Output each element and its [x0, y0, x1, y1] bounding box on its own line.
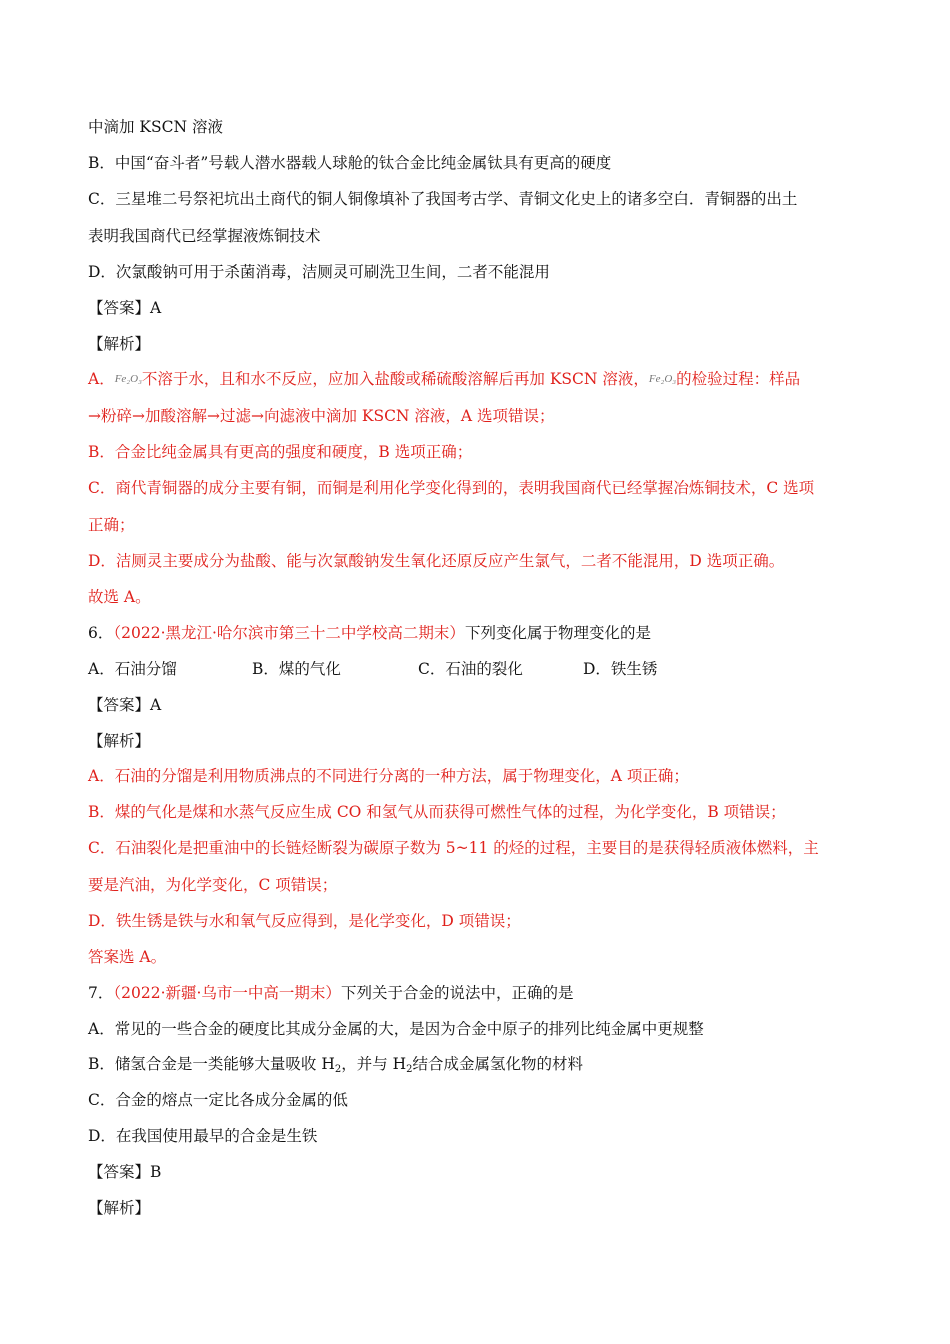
fe2o3-formula: Fe₂O₃ [648, 373, 677, 385]
explain-a-post: 的检验过程：样品 [676, 370, 801, 388]
q7-option-d: D．在我国使用最早的合金是生铁 [88, 1127, 318, 1145]
q7-source: （2022·新疆·乌市一中高一期末） [113, 984, 341, 1002]
q6-option-c: C．石油的裂化 [418, 660, 523, 678]
q6-source: （2022·黑龙江·哈尔滨市第三十二中学校高二期末） [113, 624, 465, 642]
q7-number: 7． [88, 984, 114, 1002]
explain-a-prefix: A． [88, 370, 115, 388]
q7-stem: 下列关于合金的说法中，正确的是 [340, 984, 574, 1002]
q6-explain-b: B．煤的气化是煤和水蒸气反应生成 CO 和氢气从而获得可燃性气体的过程，为化学变化，B 项错误； [88, 803, 786, 821]
q6-explain-c-line1: C．石油裂化是把重油中的长链烃断裂为碳原子数为 5~11 的烃的过程，主要目的是获得轻质液体燃料，主 [88, 839, 819, 857]
fe2o3-formula: Fe₂O₃ [114, 373, 142, 385]
subscript-2: 2 [406, 1064, 413, 1075]
q6-option-a: A．石油分馏 [88, 660, 177, 678]
q7-answer: 【答案】B [88, 1163, 162, 1181]
q7-option-b-part3: 结合成金属氢化物的材料 [412, 1055, 584, 1073]
q5-explain-a-line1 [88, 368, 800, 390]
q7-option-c: C．合金的熔点一定比各成分金属的低 [88, 1091, 348, 1109]
q6-number: 6． [88, 624, 114, 642]
q5-analysis-label: 【解析】 [88, 335, 151, 353]
q6-explain-c-line2: 要是汽油，为化学变化，C 项错误； [88, 876, 338, 894]
q6-explain-d: D．铁生锈是铁与水和氧气反应得到，是化学变化，D 项错误； [88, 912, 521, 930]
q5-option-c-line2: 表明我国商代已经掌握液炼铜技术 [88, 227, 321, 245]
q7-analysis-label: 【解析】 [88, 1199, 151, 1217]
q7-option-b [88, 1053, 583, 1081]
q5-answer: 【答案】A [88, 299, 162, 317]
q5-explain-c-line2: 正确； [88, 516, 135, 534]
q6-answer: 【答案】A [88, 696, 162, 714]
q6-option-b: B．煤的气化 [252, 660, 341, 678]
q6-explain-a: A．石油的分馏是利用物质沸点的不同进行分离的一种方法，属于物理变化，A 项正确； [88, 767, 689, 785]
q7-option-a: A．常见的一些合金的硬度比其成分金属的大，是因为合金中原子的排列比纯金属中更规整 [88, 1020, 704, 1038]
subscript-2: 2 [334, 1064, 342, 1075]
q5-option-c-line1: C．三星堆二号祭祀坑出土商代的铜人铜像填补了我国考古学、青铜文化史上的诸多空白．青铜器的出土 [88, 190, 798, 208]
q5-option-a-tail: 中滴加 KSCN 溶液 [88, 118, 223, 136]
q6-stem: 下列变化属于物理变化的是 [464, 624, 651, 642]
q5-explain-d: D．洁厕灵主要成分为盐酸、能与次氯酸钠发生氧化还原反应产生氯气，二者不能混用，D 选项正确。 [88, 552, 785, 570]
q5-explain-b: B．合金比纯金属具有更高的强度和硬度，B 选项正确； [88, 443, 473, 461]
q5-explain-c-line1: C．商代青铜器的成分主要有铜，而铜是利用化学变化得到的，表明我国商代已经掌握冶炼铜技术，C 选项 [88, 479, 815, 497]
q5-explain-a-line2: →粉碎→加酸溶解→过滤→向滤液中滴加 KSCN 溶液，A 选项错误； [88, 407, 555, 425]
q5-option-d: D．次氯酸钠可用于杀菌消毒，洁厕灵可刷洗卫生间，二者不能混用 [88, 263, 550, 281]
q6-option-d: D．铁生锈 [583, 660, 658, 678]
q6-analysis-label: 【解析】 [88, 732, 151, 750]
q7-stem-line [88, 982, 573, 1004]
explain-a-mid: 不溶于水，且和水不反应，应加入盐酸或稀硫酸溶解后再加 KSCN 溶液， [141, 370, 649, 388]
q5-option-b: B．中国“奋斗者”号载人潜水器载人球舱的钛合金比纯金属钛具有更高的硬度 [88, 154, 612, 172]
q5-conclusion: 故选 A。 [88, 588, 151, 606]
q7-option-b-part1: B．储氢合金是一类能够大量吸收 H [88, 1055, 335, 1073]
q6-stem-line [88, 622, 651, 644]
q6-conclusion: 答案选 A。 [88, 948, 167, 966]
q7-option-b-part2: ，并与 H [341, 1055, 407, 1073]
